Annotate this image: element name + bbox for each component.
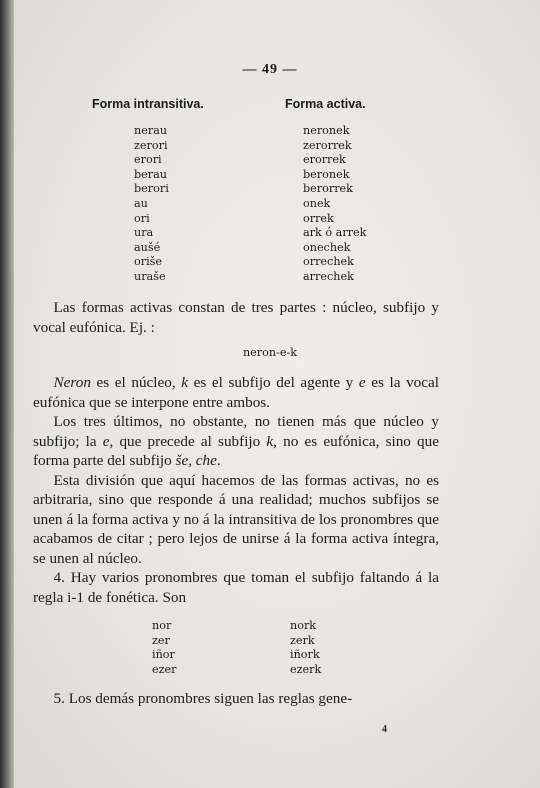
intransitive-form-list (134, 124, 169, 285)
italic-term: k (266, 432, 274, 450)
list-item: ezer (152, 662, 177, 676)
list-item: ezerk (290, 662, 322, 676)
list-item: zerorrek (303, 138, 352, 152)
printer-signature-mark: 4 (382, 724, 387, 735)
list-item: uraše (134, 269, 166, 283)
pronoun-list-suffixed (290, 619, 321, 677)
pronoun-list-base (152, 619, 176, 677)
main-text-block (33, 373, 439, 607)
list-item: aušé (134, 240, 161, 254)
list-item: onechek (303, 240, 351, 254)
paragraph-text: Las formas activas constan de tres partes : núcleo, subfijo y vocal eufónica. Ej. : (33, 299, 439, 336)
list-item: iñor (152, 648, 175, 662)
list-item: nor (152, 619, 172, 632)
list-item: oriše (134, 255, 163, 269)
list-item: ura (134, 226, 154, 240)
list-item: zerk (290, 633, 315, 647)
list-item: nerau (134, 124, 168, 137)
list-item: ori (134, 211, 150, 225)
list-item: erorrek (303, 153, 346, 167)
list-item: nork (290, 619, 317, 632)
header-active: Forma activa. (285, 97, 366, 111)
paragraph-intro (33, 298, 439, 337)
paragraph-nucleus: Neron es el núcleo, k es el subfijo del agente y e es la vocal eufónica que se interpone entre ambos. (33, 374, 439, 411)
list-item: au (134, 196, 148, 210)
italic-term: k (181, 374, 189, 391)
list-item: zerori (134, 138, 168, 152)
italic-term: Neron (53, 374, 91, 391)
list-item: berori (134, 182, 169, 196)
example-word: neron-e-k (242, 346, 298, 359)
list-item: neronek (303, 124, 350, 137)
paragraph-last-three: Los tres últimos, no obstante, no tienen más que núcleo y subfijo; la e, que precede al subfijo k, no es eufónica, sino que forma parte del subfijo še, che. (33, 413, 439, 469)
list-item: onek (303, 196, 331, 210)
list-item: berorrek (303, 182, 353, 196)
italic-term: še, che (175, 452, 217, 469)
list-item: orrechek (303, 255, 354, 269)
paragraph-pronouns: 4. Hay varios pronombres que toman el subfijo faltando á la regla i-1 de fonética. Son (33, 569, 439, 606)
list-item: ark ó arrek (303, 226, 367, 240)
list-item: iñork (290, 648, 320, 662)
list-item: erori (134, 153, 162, 167)
list-item: arrechek (303, 269, 354, 283)
paragraph-text: 5. Los demás pronombres siguen las reglas gene- (53, 690, 353, 707)
paragraph-division: Esta división que aquí hacemos de las formas activas, no es arbitraria, sino que responde á una realidad; muchos subfijos se unen á la forma activa y no á la intransitiva de los pronombres que acabamos de citar ; pero lejos de unirse á la forma activa íntegra, se unen al núcleo. (33, 471, 439, 567)
book-spine-shadow (0, 0, 14, 788)
italic-term: e (102, 432, 110, 450)
header-intransitive: Forma intransitiva. (92, 97, 204, 111)
list-item: beronek (303, 167, 350, 181)
list-item: berau (134, 167, 168, 181)
page-number: — 49 — (242, 62, 298, 77)
italic-term: e (358, 374, 366, 391)
list-item: zer (152, 633, 170, 647)
paragraph-closing (33, 689, 439, 709)
list-item: orrek (303, 211, 334, 225)
active-form-list (303, 124, 366, 285)
